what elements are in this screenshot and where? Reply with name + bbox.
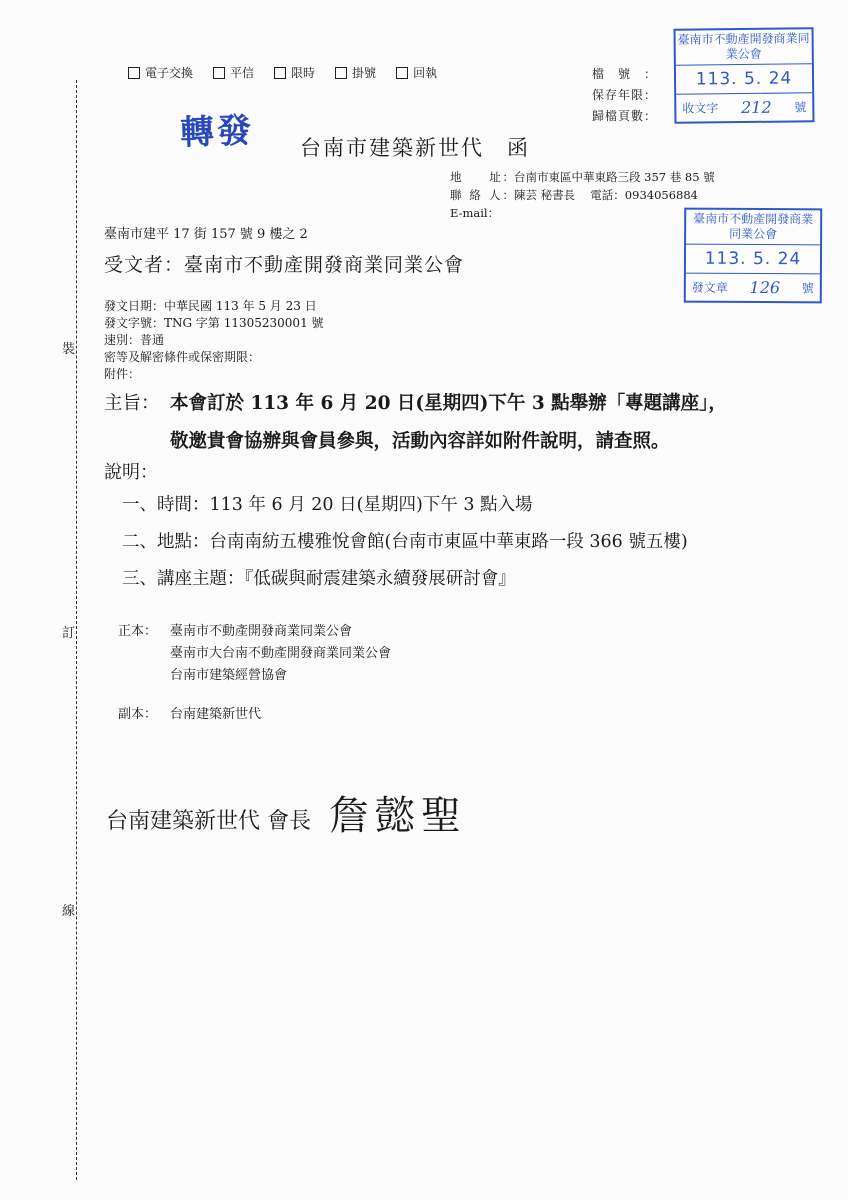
- main-copy-recipient: 臺南市不動產開發商業同業公會: [170, 624, 353, 639]
- document-number: 發文字號：TNG 字第 11305230001 號: [104, 316, 324, 330]
- option-registered[interactable]: 掛號: [335, 64, 376, 81]
- option-receipt[interactable]: 回執: [396, 64, 437, 81]
- subject-label: 主旨：: [104, 393, 160, 414]
- file-number-label: 檔號：: [592, 67, 656, 81]
- cc-label: 副本：: [118, 707, 158, 722]
- subject-line-2: 敬邀貴會協辦與會員參與，活動內容詳如附件說明，請查照。: [170, 431, 670, 452]
- binding-char-zhuang: 裝: [62, 334, 75, 361]
- document-meta: [104, 298, 324, 383]
- explanation-item-time: 一、時間：113 年 6 月 20 日(星期四)下午 3 點入場: [122, 495, 533, 515]
- checkbox-icon[interactable]: [213, 67, 225, 79]
- delivery-options: [128, 64, 437, 81]
- checkbox-icon[interactable]: [335, 67, 347, 79]
- main-copy-recipient: 臺南市大台南不動產開發商業同業公會: [170, 646, 392, 661]
- checkbox-icon[interactable]: [396, 67, 408, 79]
- address-label: 地 址：: [450, 170, 514, 184]
- binding-char-ding: 訂: [62, 618, 75, 645]
- stamp-date: 113. 5. 24: [676, 64, 812, 94]
- retention-label: 保存年限：: [592, 88, 656, 102]
- contact-info: [450, 168, 715, 222]
- email-label: E-mail：: [450, 206, 500, 220]
- file-info: [592, 64, 662, 127]
- explanation-item-topic: 三、講座主題：『低碳與耐震建築永續發展研討會』: [122, 569, 516, 589]
- option-express[interactable]: 限時: [274, 64, 315, 81]
- option-regular-mail[interactable]: 平信: [213, 64, 254, 81]
- president-name: 詹懿聖: [329, 793, 467, 839]
- main-copy-label: 正本：: [118, 624, 158, 639]
- archive-pages-label: 歸檔頁數：: [592, 109, 656, 123]
- cc-recipient: 台南建築新世代: [170, 707, 262, 722]
- subject-line-1: 本會訂於 113 年 6 月 20 日(星期四)下午 3 點舉辦「專題講座」，: [170, 393, 727, 414]
- issue-date: 發文日期：中華民國 113 年 5 月 23 日: [104, 299, 317, 313]
- stamp-number: 收文字 212 號: [682, 97, 807, 118]
- copies: [118, 621, 391, 726]
- checkbox-icon[interactable]: [128, 67, 140, 79]
- urgency: 速別：普通: [104, 333, 165, 347]
- signature-org: 台南建築新世代 會長: [106, 809, 311, 834]
- address-value: 台南市東區中華東路三段 357 巷 85 號: [514, 170, 715, 184]
- stamp-org: 臺南市不動產開發商業同業公會: [676, 29, 812, 65]
- confidentiality: 密等及解密條件或保密期限：: [104, 350, 261, 364]
- main-copy-recipient: 台南市建築經營協會: [170, 668, 288, 683]
- recipient-address: 臺南市建平 17 街 157 號 9 樓之 2: [104, 227, 308, 242]
- checkbox-icon[interactable]: [274, 67, 286, 79]
- attachments: 附件：: [104, 367, 141, 381]
- explanation-item-venue: 二、地點：台南南紡五樓雅悅會館(台南市東區中華東路一段 366 號五樓): [122, 532, 688, 552]
- forward-mark: 轉發: [179, 110, 255, 154]
- contact-label: 聯 絡 人：: [450, 188, 514, 202]
- binding-line: [76, 80, 77, 1180]
- document-title: 台南市建築新世代 函: [300, 136, 530, 160]
- stamp-org: 臺南市不動產開發商業同業公會: [686, 210, 820, 246]
- option-electronic[interactable]: 電子交換: [128, 64, 193, 81]
- stamp-number: 發文章 126 號: [691, 277, 814, 298]
- binding-char-xian: 線: [62, 896, 75, 923]
- explanation-label: 說明：: [104, 462, 158, 483]
- recipient: 受文者：臺南市不動產開發商業同業公會: [104, 254, 465, 276]
- signature: [106, 778, 467, 839]
- stamp-date: 113. 5. 24: [686, 245, 820, 275]
- received-stamp: [674, 27, 815, 123]
- contact-value: 陳芸 秘書長 電話：0934056884: [514, 188, 698, 202]
